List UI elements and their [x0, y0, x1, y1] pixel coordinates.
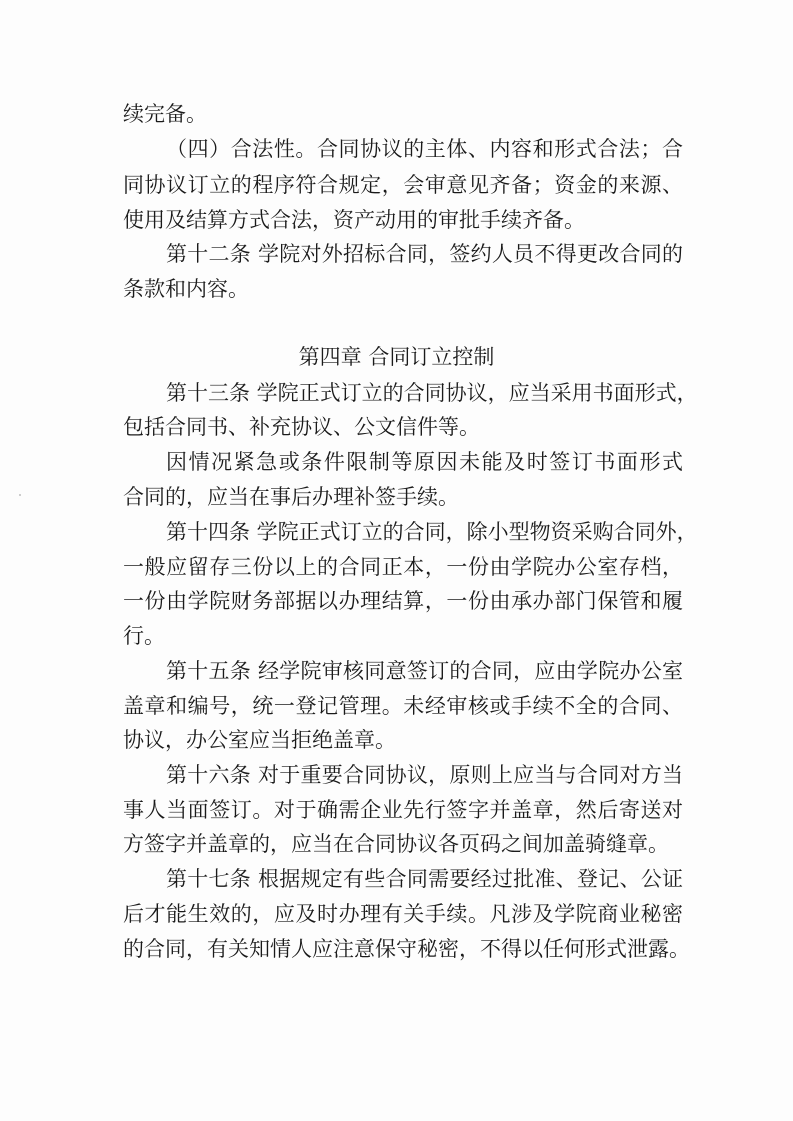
text-line: 协议，办公室应当拒绝盖章。	[123, 728, 396, 752]
text-line: 同协议订立的程序符合规定，会审意见齐备；资金的来源、	[123, 173, 683, 197]
text-line: 续完备。	[123, 102, 207, 126]
text-line: 盖章和编号，统一登记管理。未经审核或手续不全的合同、	[123, 694, 683, 718]
text-line: （四）合法性。合同协议的主体、内容和形式合法；合	[166, 137, 683, 161]
text-line: 方签字并盖章的，应当在合同协议各页码之间加盖骑缝章。	[123, 832, 669, 856]
text-line: 一般应留存三份以上的合同正本，一份由学院办公室存档，	[123, 555, 683, 579]
text-line: 包括合同书、补充协议、公文信件等。	[123, 415, 480, 439]
text-line: 第十三条 学院正式订立的合同协议，应当采用书面形式，	[166, 381, 698, 405]
text-line: 后才能生效的，应及时办理有关手续。凡涉及学院商业秘密	[123, 902, 683, 926]
text-line: 合同的，应当在事后办理补签手续。	[123, 485, 459, 509]
scan-artifact	[19, 494, 21, 496]
text-line: 因情况紧急或条件限制等原因未能及时签订书面形式	[166, 450, 683, 474]
text-line: 第十五条 经学院审核同意签订的合同，应由学院办公室	[166, 659, 683, 683]
text-line: 第十二条 学院对外招标合同，签约人员不得更改合同的	[166, 242, 683, 266]
text-line: 使用及结算方式合法，资产动用的审批手续齐备。	[123, 208, 585, 232]
text-line: 的合同，有关知情人应注意保守秘密，不得以任何形式泄露。	[123, 937, 690, 961]
text-line: 第十四条 学院正式订立的合同，除小型物资采购合同外，	[166, 520, 698, 544]
chapter-title: 第四章 合同订立控制	[298, 345, 495, 369]
text-line: 一份由学院财务部据以办理结算，一份由承办部门保管和履	[123, 589, 683, 613]
text-line: 事人当面签订。对于确需企业先行签字并盖章，然后寄送对	[123, 798, 683, 822]
text-line: 行。	[123, 624, 165, 648]
text-line: 第十六条 对于重要合同协议，原则上应当与合同对方当	[166, 763, 683, 787]
text-line: 条款和内容。	[123, 277, 249, 301]
text-line: 第十七条 根据规定有些合同需要经过批准、登记、公证	[166, 867, 683, 891]
